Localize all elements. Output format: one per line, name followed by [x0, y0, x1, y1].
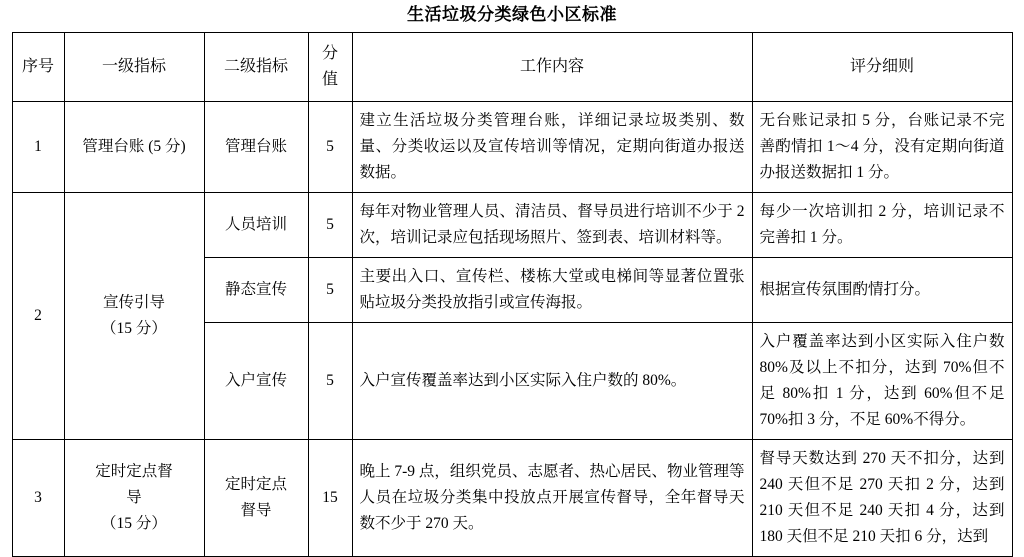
- cell-no: 2: [12, 193, 64, 440]
- cell-content: 每年对物业管理人员、清洁员、督导员进行培训不少于 2 次，培训记录应包括现场照片、签到表、培训材料等。: [352, 193, 752, 258]
- standards-table: [12, 32, 1013, 557]
- col-header-score: [308, 33, 352, 102]
- table-header: [12, 33, 1012, 102]
- cell-content: 入户宣传覆盖率达到小区实际入住户数的 80%。: [352, 323, 752, 440]
- cell-level2-line2: 督导: [240, 502, 272, 519]
- col-header-level2: 二级指标: [204, 33, 308, 102]
- cell-no: 3: [12, 440, 64, 557]
- cell-no: 1: [12, 102, 64, 193]
- cell-level1: [64, 440, 204, 557]
- cell-rule: 每少一次培训扣 2 分，培训记录不完善扣 1 分。: [752, 193, 1012, 258]
- cell-level2: 人员培训: [204, 193, 308, 258]
- cell-score: 5: [308, 193, 352, 258]
- col-header-level1: 一级指标: [64, 33, 204, 102]
- col-header-score-line2: 值: [321, 71, 338, 88]
- cell-level2: [204, 440, 308, 557]
- col-header-content: 工作内容: [352, 33, 752, 102]
- col-header-rule: 评分细则: [752, 33, 1012, 102]
- cell-rule: 无台账记录扣 5 分，台账记录不完善酌情扣 1～4 分，没有定期向街道办报送数据扣 1 分。: [752, 102, 1012, 193]
- cell-level2-line1: 定时定点: [224, 476, 287, 493]
- table-body: [12, 102, 1012, 557]
- col-header-score-line1: 分: [321, 45, 338, 62]
- cell-level2: 静态宣传: [204, 258, 308, 323]
- cell-score: 15: [308, 440, 352, 557]
- table-row: [12, 440, 1012, 557]
- cell-level2: 入户宣传: [204, 323, 308, 440]
- table-row: [12, 193, 1012, 258]
- table-header-row: [12, 33, 1012, 102]
- table-row: [12, 102, 1012, 193]
- cell-level1-line2: 导: [126, 489, 142, 506]
- cell-rule: 根据宣传氛围酌情打分。: [752, 258, 1012, 323]
- cell-content: 主要出入口、宣传栏、楼栋大堂或电梯间等显著位置张贴垃圾分类投放指引或宣传海报。: [352, 258, 752, 323]
- cell-level1-line2: （15 分）: [101, 320, 167, 337]
- cell-level2: 管理台账: [204, 102, 308, 193]
- cell-level1-line1: 定时定点督: [95, 463, 173, 480]
- cell-content: 晚上 7-9 点，组织党员、志愿者、热心居民、物业管理等人员在垃圾分类集中投放点开展宣传督导，全年督导天数不少于 270 天。: [352, 440, 752, 557]
- col-header-no: 序号: [12, 33, 64, 102]
- cell-level1: [64, 193, 204, 440]
- cell-score: 5: [308, 258, 352, 323]
- cell-rule: 入户覆盖率达到小区实际入住户数 80%及以上不扣分，达到 70%但不足 80%扣 1 分，达到 60%但不足 70%扣 3 分，不足 60%不得分。: [752, 323, 1012, 440]
- cell-level1-line3: （15 分）: [101, 515, 167, 532]
- cell-score: 5: [308, 102, 352, 193]
- cell-score: 5: [308, 323, 352, 440]
- cell-level1: 管理台账 (5 分): [64, 102, 204, 193]
- page-title: 生活垃圾分类绿色小区标准: [407, 5, 617, 24]
- cell-level1-line1: 宣传引导: [102, 294, 165, 311]
- cell-rule: 督导天数达到 270 天不扣分，达到 240 天但不足 270 天扣 2 分，达到 210 天但不足 240 天扣 4 分，达到 180 天但不足 210 天扣 6 分，达到: [752, 440, 1012, 557]
- cell-content: 建立生活垃圾分类管理台账，详细记录垃圾类别、数量、分类收运以及宣传培训等情况，定期向街道办报送数据。: [352, 102, 752, 193]
